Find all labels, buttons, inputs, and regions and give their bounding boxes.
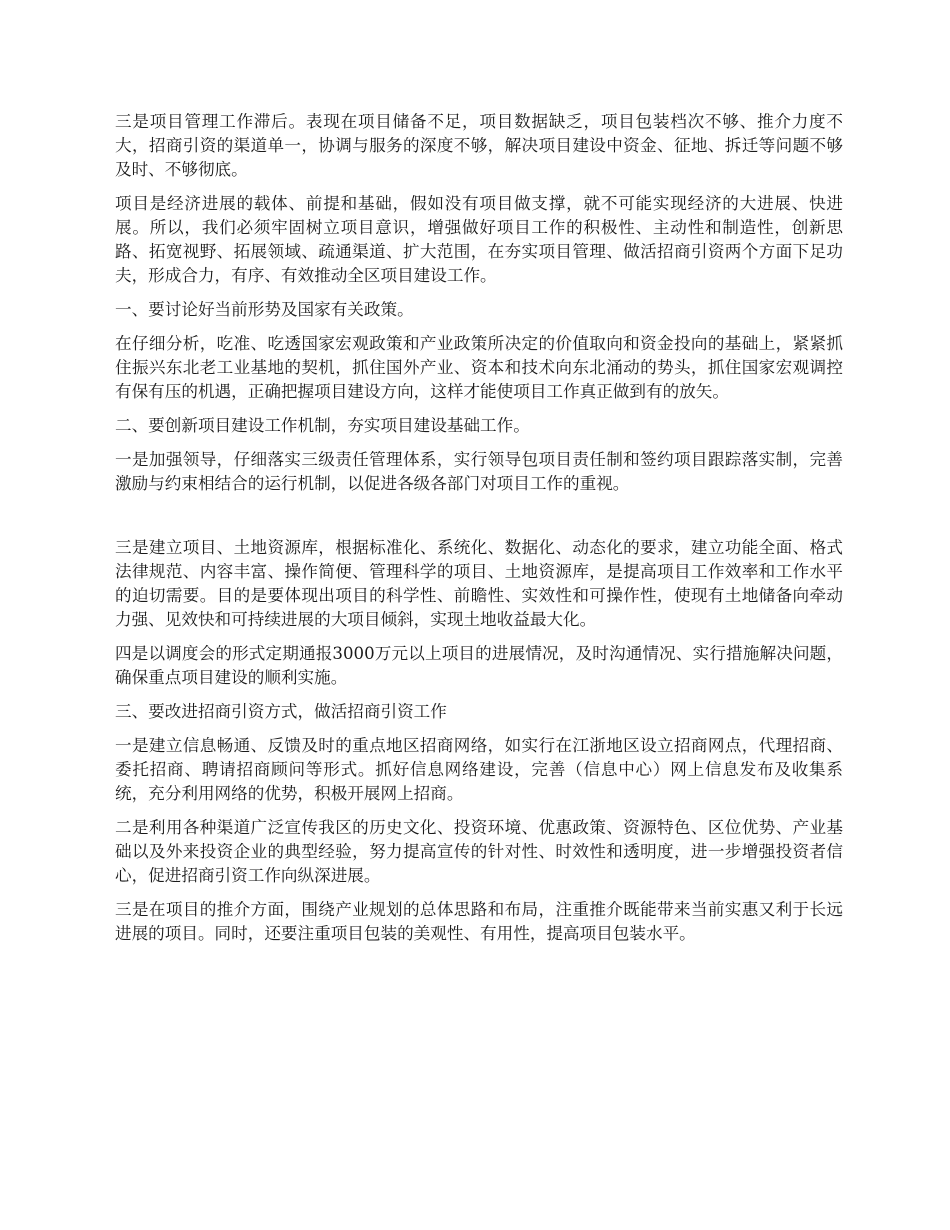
paragraph-resource-database: 三是建立项目、土地资源库，根据标准化、系统化、数据化、动态化的要求，建立功能全面、格式法律规范、内容丰富、操作简便、管理科学的项目、土地资源库，是提高项目工作效率和工作水平的迫切需要。目的是要体现出项目的科学性、前瞻性、实效性和可操作性，使现有土地储备向牵动力强、见效快和可持续进展的大项目倾斜，实现土地收益最大化。 (115, 538, 843, 629)
paragraph-investment-network: 一是建立信息畅通、反馈及时的重点地区招商网络，如实行在江浙地区设立招商网点，代理招商、委托招商、聘请招商顾问等形式。抓好信息网络建设，完善（信息中心）网上信息发布及收集系统，充分利用网络的优势，积极开展网上招商。 (115, 736, 843, 803)
paragraph-project-promotion: 三是在项目的推介方面，围绕产业规划的总体思路和布局，注重推介既能带来当前实惠又利于长远进展的项目。同时，还要注重项目包装的美观性、有用性，提高项目包装水平。 (115, 900, 843, 943)
paragraph-policy-analysis: 在仔细分析，吃准、吃透国家宏观政策和产业政策所决定的价值取向和资金投向的基础上，紧紧抓住振兴东北老工业基地的契机，抓住国外产业、资本和技术向东北涌动的势头，抓住国家宏观调控有保有压的机遇，正确把握项目建设方向，这样才能使项目工作真正做到有的放矢。 (115, 334, 843, 401)
heading-policy-study: 一、要讨论好当前形势及国家有关政策。 (115, 300, 414, 319)
heading-work-mechanism: 二、要创新项目建设工作机制，夯实项目建设基础工作。 (115, 416, 530, 435)
paragraph-dispatch-meeting: 四是以调度会的形式定期通报3000万元以上项目的进展情况，及时沟通情况、实行措施解决问题，确保重点项目建设的顺利实施。 (115, 644, 843, 687)
paragraph-project-management-lag: 三是项目管理工作滞后。表现在项目储备不足，项目数据缺乏，项目包装档次不够、推介力度不大，招商引资的渠道单一，协调与服务的深度不够，解决项目建设中资金、征地、拆迁等问题不够及时、不够彻底。 (115, 112, 843, 179)
paragraph-publicity: 二是利用各种渠道广泛宣传我区的历史文化、投资环境、优惠政策、资源特色、区位优势、产业基础以及外来投资企业的典型经验，努力提高宣传的针对性、时效性和透明度，进一步增强投资者信心，促进招商引资工作向纵深进展。 (115, 818, 843, 885)
heading-investment-method: 三、要改进招商引资方式，做活招商引资工作 (115, 702, 447, 721)
paragraph-strengthen-leadership: 一是加强领导，仔细落实三级责任管理体系，实行领导包项目责任制和签约项目跟踪落实制，完善激励与约束相结合的运行机制，以促进各级各部门对项目工作的重视。 (115, 450, 843, 493)
paragraph-project-carrier: 项目是经济进展的载体、前提和基础，假如没有项目做支撑，就不可能实现经济的大进展、快进展。所以，我们必须牢固树立项目意识，增强做好项目工作的积极性、主动性和制造性，创新思路、拓宽视野、拓展领域、疏通渠道、扩大范围，在夯实项目管理、做活招商引资两个方面下足功夫，形成合力，有序、有效推动全区项目建设工作。 (115, 194, 843, 285)
document-body (115, 110, 843, 956)
